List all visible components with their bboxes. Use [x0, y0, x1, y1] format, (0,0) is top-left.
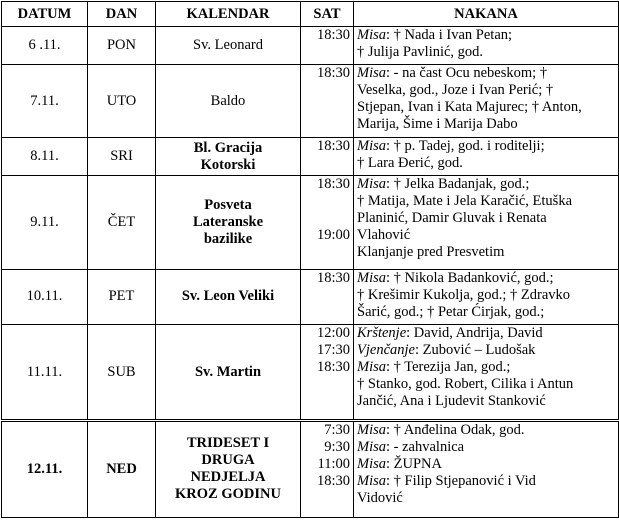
intention-cell — [354, 27, 619, 65]
date-cell: 12.11. — [2, 420, 88, 517]
time-cell — [301, 325, 354, 421]
intention-line: Vlahović — [357, 227, 411, 244]
day-cell: ČET — [88, 176, 156, 270]
calendar-line: Sv. Martin — [194, 363, 262, 380]
date-cell: 11.11. — [2, 325, 88, 421]
calendar-line: Posveta — [204, 196, 252, 213]
schedule-row — [2, 64, 619, 137]
intention-label: Misa — [357, 269, 386, 286]
time-spacer — [304, 193, 350, 227]
intention-line: † Krešimir Kukolja, god.; † Zdravko — [357, 286, 571, 303]
intention-label: Misa — [357, 176, 386, 193]
time-entry: 18:30 — [316, 27, 350, 43]
time-cell — [301, 269, 354, 324]
intention-label: Misa — [357, 455, 386, 472]
header-dan: DAN — [88, 2, 156, 27]
calendar-line: NEDJELJA — [190, 469, 266, 486]
date-cell: 7.11. — [2, 64, 88, 137]
day-cell: SRI — [88, 138, 156, 176]
calendar-line: DRUGA — [201, 452, 255, 469]
time-entry: 17:30 — [316, 342, 350, 359]
intention-line: Planinić, Damir Gluvak i Renata — [357, 210, 547, 227]
calendar-cell — [156, 269, 301, 324]
intention-line: Krštenje: David, Andrija, David — [357, 325, 543, 342]
mass-schedule-table — [1, 1, 619, 518]
schedule-body — [2, 27, 619, 518]
time-entry: 12:00 — [316, 325, 350, 342]
schedule-row — [2, 420, 619, 517]
calendar-cell — [156, 176, 301, 270]
time-entry: 19:00 — [316, 227, 350, 244]
intention-line: Klanjanje pred Presvetim — [357, 244, 505, 261]
calendar-cell — [156, 325, 301, 421]
time-cell — [301, 27, 354, 65]
date-cell: 6 .11. — [2, 27, 88, 65]
intention-line: Misa: † Anđelina Odak, god. — [357, 421, 525, 438]
intention-label: Misa — [357, 421, 386, 438]
intention-line: † Lara Đerić, god. — [357, 155, 463, 172]
intention-line: Misa: † Nikola Badanković, god.; — [357, 269, 554, 286]
intention-line: † Julija Pavlinić, god. — [357, 44, 484, 60]
time-entry: 18:30 — [316, 64, 350, 81]
intention-line: Misa: † Filip Stjepanović i Vid — [357, 472, 536, 489]
calendar-cell — [156, 27, 301, 65]
time-entry: 11:00 — [317, 455, 350, 472]
intention-line: Misa: ŽUPNA — [357, 455, 442, 472]
date-cell: 10.11. — [2, 269, 88, 324]
intention-line: Misa: - na čast Ocu nebeskom; † — [357, 64, 548, 81]
schedule-row — [2, 27, 619, 65]
intention-label: Krštenje — [357, 325, 407, 342]
time-entry: 9:30 — [324, 438, 350, 455]
intention-line: Šarić, god.; † Petar Ćirjak, god.; — [357, 303, 545, 320]
calendar-line: Sv. Leonard — [193, 36, 263, 53]
intention-label: Misa — [357, 472, 386, 489]
schedule-row — [2, 325, 619, 421]
intention-line: Veselka, god., Joze i Ivan Perić; † — [357, 81, 554, 98]
day-cell: PET — [88, 269, 156, 324]
calendar-cell — [156, 138, 301, 176]
intention-line: Vidović — [357, 489, 403, 506]
intention-label: Misa — [357, 359, 386, 376]
time-entry: 18:30 — [316, 138, 350, 155]
time-entry: 18:30 — [316, 359, 350, 376]
schedule-row — [2, 138, 619, 176]
intention-cell — [354, 325, 619, 421]
intention-label: Vjenčanje — [357, 342, 415, 359]
calendar-line: bazilike — [203, 230, 253, 247]
time-cell — [301, 64, 354, 137]
calendar-line: Sv. Leon Veliki — [181, 288, 275, 305]
intention-line: † Matija, Mate i Jela Karačić, Etuška — [357, 193, 573, 210]
calendar-line: Bl. Gracija — [193, 139, 263, 156]
time-cell — [301, 176, 354, 270]
intention-label: Misa — [357, 138, 386, 155]
intention-line: Stjepan, Ivan i Kata Majurec; † Anton, — [357, 98, 582, 115]
calendar-line: KROZ GODINU — [175, 486, 281, 503]
date-cell: 8.11. — [2, 138, 88, 176]
intention-label: Misa — [357, 64, 386, 81]
calendar-line: Baldo — [210, 92, 246, 109]
header-datum: DATUM — [2, 2, 88, 27]
time-cell — [301, 420, 354, 517]
header-nakana: NAKANA — [354, 2, 619, 27]
time-entry: 18:30 — [316, 176, 350, 193]
day-cell: PON — [88, 27, 156, 65]
intention-cell — [354, 64, 619, 137]
calendar-line: Kotorski — [200, 156, 256, 173]
header-kalendar: KALENDAR — [156, 2, 301, 27]
calendar-cell — [156, 64, 301, 137]
time-entry: 18:30 — [316, 269, 350, 286]
intention-line: Misa: - zahvalnica — [357, 438, 465, 455]
time-entry: 18:30 — [316, 472, 350, 489]
intention-line: Misa: † Terezija Jan, god.; — [357, 359, 511, 376]
calendar-line: TRIDESET I — [186, 435, 270, 452]
intention-line: Jančić, Ana i Ljudevit Stanković — [357, 393, 546, 410]
intention-line: Misa: † p. Tadej, god. i roditelji; — [357, 138, 545, 155]
header-row — [2, 2, 619, 27]
intention-line: Vjenčanje: Zubović – Ludošak — [357, 342, 536, 359]
intention-cell — [354, 176, 619, 270]
calendar-cell — [156, 420, 301, 517]
intention-line: Misa: † Jelka Badanjak, god.; — [357, 176, 530, 193]
day-cell: NED — [88, 420, 156, 517]
calendar-line: Lateranske — [192, 213, 264, 230]
day-cell: UTO — [88, 64, 156, 137]
intention-cell — [354, 420, 619, 517]
intention-cell — [354, 138, 619, 176]
intention-line: Misa: † Nada i Ivan Petan; — [357, 27, 513, 43]
schedule-row — [2, 176, 619, 270]
intention-label: Misa — [357, 438, 386, 455]
intention-line: † Stanko, god. Robert, Cilika i Antun — [357, 376, 574, 393]
date-cell: 9.11. — [2, 176, 88, 270]
day-cell: SUB — [88, 325, 156, 421]
intention-label: Misa — [357, 27, 386, 43]
time-entry: 7:30 — [324, 421, 350, 438]
schedule-row — [2, 269, 619, 324]
intention-cell — [354, 269, 619, 324]
time-cell — [301, 138, 354, 176]
intention-line: Marija, Šime i Marija Dabo — [357, 115, 518, 132]
header-sat: SAT — [301, 2, 354, 27]
